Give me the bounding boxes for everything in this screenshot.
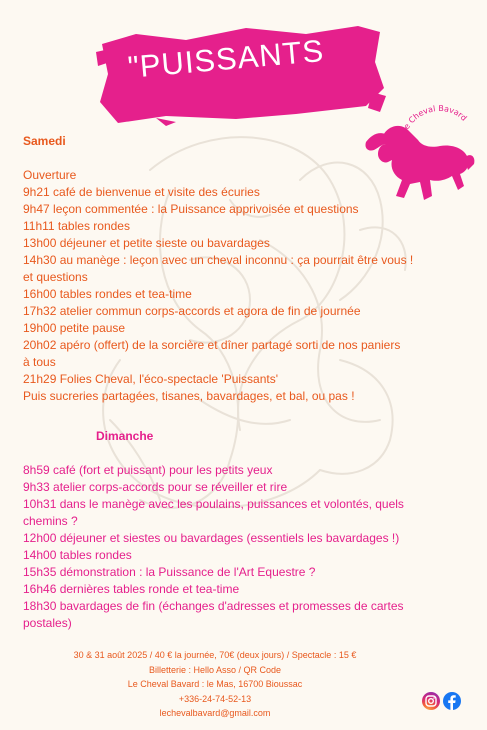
footer-ticketing: Billetterie : Hello Asso / QR Code (148, 664, 282, 675)
schedule-item: 16h00 tables rondes et tea-time (23, 287, 192, 301)
footer-pricing: 30 & 31 août 2025 / 40 € la journée, 70€ (deux jours) / Spectacle : 15 € (73, 650, 357, 660)
schedule-item: postales) (23, 616, 72, 630)
saturday-schedule (23, 167, 453, 405)
schedule-item: 19h00 petite pause (23, 321, 126, 335)
schedule-item: 14h30 au manège : leçon avec un cheval inconnu : ça pourrait être vous ! (23, 253, 414, 267)
schedule-item: à tous (23, 355, 56, 369)
schedule-item: 9h21 café de bienvenue et visite des écuries (23, 185, 260, 199)
brand-logo-label: Le Cheval Bavard (400, 103, 468, 135)
schedule-item: 15h35 démonstration : la Puissance de l'Art Equestre ? (23, 565, 316, 579)
schedule-item: Puis sucreries partagées, tisanes, bavardages, et bal, ou pas ! (23, 389, 355, 403)
footer-info (0, 648, 430, 721)
schedule-item: 17h32 atelier commun corps-accords et agora de fin de journée (23, 304, 361, 318)
schedule-item: 14h00 tables rondes (23, 548, 132, 562)
schedule-item: 10h31 dans le manège avec les poulains, puissances et volontés, quels (23, 497, 404, 511)
schedule-item: 9h33 atelier corps-accords pour se réveiller et rire (23, 480, 288, 494)
schedule-item: 16h46 dernières tables ronde et tea-time (23, 582, 240, 596)
svg-text:Le Cheval Bavard (400, 104, 468, 135)
sunday-title: Dimanche (96, 429, 154, 443)
schedule-item: 11h11 tables rondes (23, 219, 130, 233)
schedule-item: 9h47 leçon commentée : la Puissance apprivoisée et questions (23, 202, 359, 216)
footer-phone[interactable]: +336-24-74-52-13 (178, 693, 252, 704)
schedule-item: 12h00 déjeuner et siestes ou bavardages (essentiels les bavardages !) (23, 531, 400, 545)
sunday-schedule (23, 462, 453, 632)
schedule-item: et questions (23, 270, 88, 284)
footer-address: Le Cheval Bavard : le Mas, 16700 Bioussac (127, 679, 303, 689)
schedule-item: chemins ? (23, 514, 78, 528)
brand-logo-text (400, 100, 468, 140)
schedule-item: 8h59 café (fort et puissant) pour les petits yeux (23, 463, 273, 477)
schedule-item: Ouverture (23, 168, 77, 182)
schedule-item: 21h29 Folies Cheval, l'éco-spectacle 'Puissants' (23, 372, 279, 386)
schedule-item: 20h02 apéro (offert) de la sorcière et dîner partagé sorti de nos paniers (23, 338, 401, 352)
banner-title: "PUISSANTS (126, 32, 326, 85)
schedule-item: 18h30 bavardages de fin (échanges d'adresses et promesses de cartes (23, 599, 404, 613)
schedule-item: 13h00 déjeuner et petite sieste ou bavardages (23, 236, 270, 250)
facebook-icon[interactable] (443, 692, 461, 710)
footer-email[interactable]: lechevalbavard@gmail.com (159, 708, 271, 718)
instagram-icon[interactable] (422, 692, 440, 710)
saturday-title: Samedi (23, 134, 66, 148)
